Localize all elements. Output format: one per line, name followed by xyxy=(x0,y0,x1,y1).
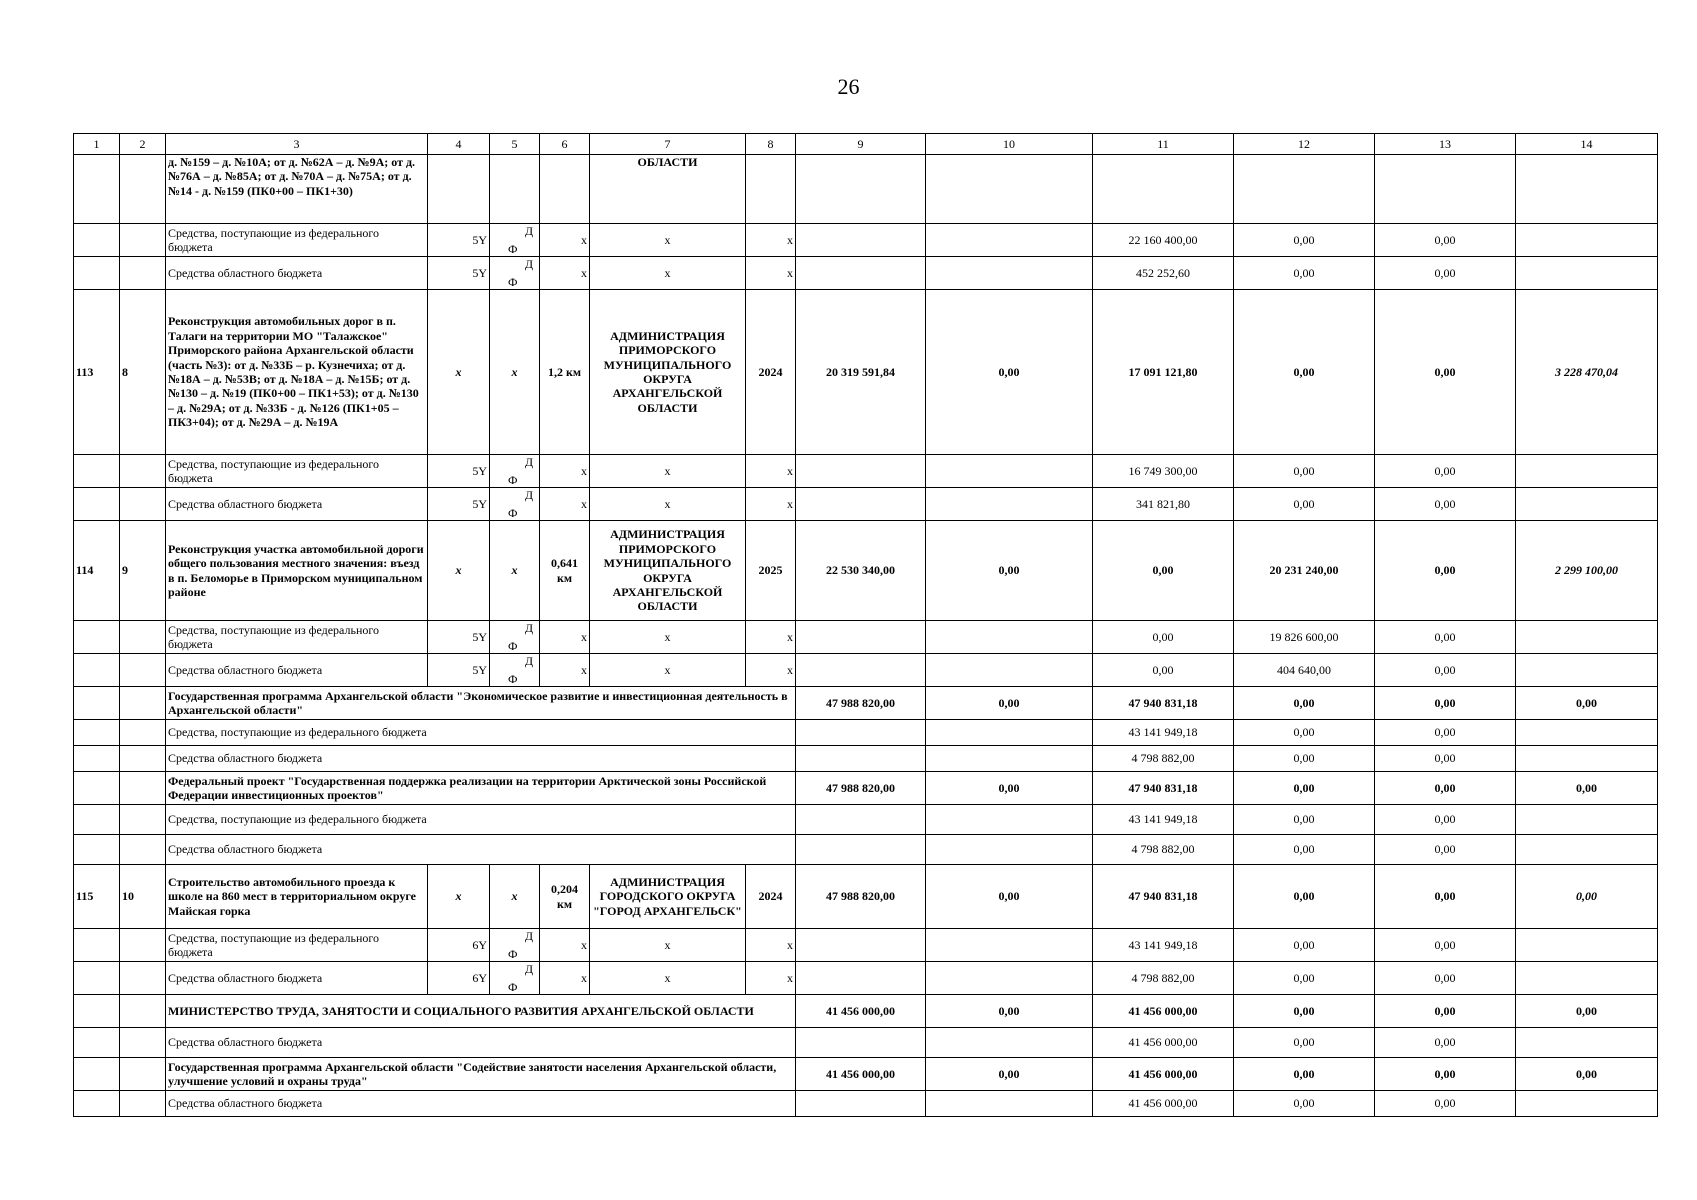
amount-cell: 4 798 882,00 xyxy=(1093,962,1234,995)
amount-cell: 0,00 xyxy=(926,865,1093,929)
code-cell: х xyxy=(428,521,490,621)
table-row xyxy=(74,224,1658,257)
code-cell: 5Y xyxy=(428,488,490,521)
cell-x: х xyxy=(540,257,590,290)
item-number: 8 xyxy=(120,290,166,455)
administrator: ОБЛАСТИ xyxy=(590,155,746,224)
amount-cell: 43 141 949,18 xyxy=(1093,720,1234,746)
amount-cell: 0,00 xyxy=(1375,772,1516,805)
column-header: 9 xyxy=(796,134,926,155)
amount-cell: 0,00 xyxy=(1375,929,1516,962)
program-title: Государственная программа Архангельской области "Содействие занятости населения Архангельской области, улучшение условий и охраны труда" xyxy=(166,1058,796,1091)
amount-cell: 0,00 xyxy=(1516,1058,1658,1091)
code-cell: х xyxy=(490,865,540,929)
amount-cell: 0,00 xyxy=(926,687,1093,720)
amount-cell: 0,00 xyxy=(1234,995,1375,1028)
object-description: Реконструкция автомобильных дорог в п. Талаги на территории МО "Талажское" Приморского района Архангельской области (часть №3): от д. №33Б – р. Кузнечиха; от д. №18А – д. №53В; от д. №18А – д. №15Б; от д. №130 – д. №19 (ПК0+00 – ПК1+53); от д. №130 – д. №29А; от д. №33Б - д. №126 (ПК1+05 – ПК3+04); от д. №29А – д. №19А xyxy=(166,290,428,455)
code-cell: х xyxy=(490,521,540,621)
amount-cell: 17 091 121,80 xyxy=(1093,290,1234,455)
project-title: Федеральный проект "Государственная поддержка реализации на территории Арктической зоны Российской Федерации инвестиционных проектов" xyxy=(166,772,796,805)
table-row xyxy=(74,746,1658,772)
cell-x: х xyxy=(590,929,746,962)
amount-cell: 0,00 xyxy=(1375,1091,1516,1117)
amount-cell: 0,00 xyxy=(926,772,1093,805)
cell-x: х xyxy=(540,455,590,488)
table-row xyxy=(74,488,1658,521)
amount-cell: 47 940 831,18 xyxy=(1093,865,1234,929)
funding-source-label: Средства, поступающие из федерального бюджета xyxy=(166,805,796,835)
column-header: 11 xyxy=(1093,134,1234,155)
amount-cell: 0,00 xyxy=(1375,488,1516,521)
amount-cell: 0,00 xyxy=(1234,746,1375,772)
column-header: 13 xyxy=(1375,134,1516,155)
amount-cell: 41 456 000,00 xyxy=(796,995,926,1028)
cell-x: х xyxy=(590,654,746,687)
amount-cell: 41 456 000,00 xyxy=(796,1058,926,1091)
amount-cell: 4 798 882,00 xyxy=(1093,835,1234,865)
code-cell: х xyxy=(490,290,540,455)
code-df-cell: Д Ф xyxy=(490,929,540,962)
row-number: 113 xyxy=(74,290,120,455)
amount-cell: 20 319 591,84 xyxy=(796,290,926,455)
funding-source-label: Средства областного бюджета xyxy=(166,962,428,995)
amount-cell: 0,00 xyxy=(1234,720,1375,746)
cell-x: х xyxy=(746,257,796,290)
funding-source-label: Средства областного бюджета xyxy=(166,835,796,865)
column-header: 7 xyxy=(590,134,746,155)
amount-cell: 20 231 240,00 xyxy=(1234,521,1375,621)
amount-cell: 47 988 820,00 xyxy=(796,687,926,720)
table-row xyxy=(74,654,1658,687)
cell-x: х xyxy=(590,488,746,521)
cell-x: х xyxy=(590,224,746,257)
capacity-cell: 0,641 км xyxy=(540,521,590,621)
code-cell: 6Y xyxy=(428,962,490,995)
program-title: Государственная программа Архангельской области "Экономическое развитие и инвестиционная деятельность в Архангельской области" xyxy=(166,687,796,720)
amount-cell: 0,00 xyxy=(1234,687,1375,720)
object-description: Реконструкция участка автомобильной дороги общего пользования местного значения: въезд в п. Беломорье в Приморском муниципальном районе xyxy=(166,521,428,621)
code-df-cell: Д Ф xyxy=(490,488,540,521)
column-header: 8 xyxy=(746,134,796,155)
table-row xyxy=(74,805,1658,835)
year-cell: 2024 xyxy=(746,290,796,455)
year-cell: 2024 xyxy=(746,865,796,929)
table-row xyxy=(74,257,1658,290)
amount-cell: 0,00 xyxy=(1375,654,1516,687)
column-header: 4 xyxy=(428,134,490,155)
administrator: АДМИНИСТРАЦИЯ ПРИМОРСКОГО МУНИЦИПАЛЬНОГО ОКРУГА АРХАНГЕЛЬСКОЙ ОБЛАСТИ xyxy=(590,290,746,455)
code-cell: 6Y xyxy=(428,929,490,962)
code-cell: 5Y xyxy=(428,257,490,290)
funding-source-label: Средства, поступающие из федерального бюджета xyxy=(166,720,796,746)
cell-x: х xyxy=(590,455,746,488)
amount-cell: 0,00 xyxy=(1234,805,1375,835)
row-number: 114 xyxy=(74,521,120,621)
column-header: 2 xyxy=(120,134,166,155)
amount-cell: 0,00 xyxy=(1234,455,1375,488)
table-row xyxy=(74,521,1658,621)
amount-cell: 47 988 820,00 xyxy=(796,865,926,929)
amount-cell: 0,00 xyxy=(1093,521,1234,621)
cell-x: х xyxy=(540,929,590,962)
cell-x: х xyxy=(540,654,590,687)
amount-cell: 0,00 xyxy=(1093,621,1234,654)
year-cell: 2025 xyxy=(746,521,796,621)
amount-cell: 3 228 470,04 xyxy=(1516,290,1658,455)
amount-cell: 4 798 882,00 xyxy=(1093,746,1234,772)
amount-cell: 0,00 xyxy=(1375,1028,1516,1058)
amount-cell: 22 530 340,00 xyxy=(796,521,926,621)
amount-cell: 0,00 xyxy=(1375,720,1516,746)
amount-cell: 0,00 xyxy=(1234,865,1375,929)
cell-x: х xyxy=(590,621,746,654)
administrator: АДМИНИСТРАЦИЯ ПРИМОРСКОГО МУНИЦИПАЛЬНОГО ОКРУГА АРХАНГЕЛЬСКОЙ ОБЛАСТИ xyxy=(590,521,746,621)
budget-table xyxy=(73,133,1658,1117)
table-row xyxy=(74,155,1658,224)
amount-cell: 0,00 xyxy=(1375,1058,1516,1091)
column-header: 6 xyxy=(540,134,590,155)
amount-cell: 2 299 100,00 xyxy=(1516,521,1658,621)
table-row xyxy=(74,1028,1658,1058)
table-row xyxy=(74,290,1658,455)
funding-source-label: Средства областного бюджета xyxy=(166,1091,796,1117)
amount-cell: 0,00 xyxy=(1234,929,1375,962)
funding-source-label: Средства, поступающие из федерального бюджета xyxy=(166,455,428,488)
funding-source-label: Средства, поступающие из федерального бюджета xyxy=(166,224,428,257)
funding-source-label: Средства областного бюджета xyxy=(166,257,428,290)
table-row xyxy=(74,455,1658,488)
cell-x: х xyxy=(590,257,746,290)
amount-cell: 0,00 xyxy=(1375,621,1516,654)
amount-cell: 0,00 xyxy=(926,521,1093,621)
table-row xyxy=(74,621,1658,654)
amount-cell: 0,00 xyxy=(926,995,1093,1028)
amount-cell: 0,00 xyxy=(1516,687,1658,720)
administrator: АДМИНИСТРАЦИЯ ГОРОДСКОГО ОКРУГА "ГОРОД АРХАНГЕЛЬСК" xyxy=(590,865,746,929)
cell-x: х xyxy=(746,488,796,521)
funding-source-label: Средства, поступающие из федерального бюджета xyxy=(166,929,428,962)
amount-cell: 0,00 xyxy=(1375,687,1516,720)
amount-cell: 0,00 xyxy=(1234,1058,1375,1091)
object-description: Строительство автомобильного проезда к школе на 860 мест в территориальном округе Майская горка xyxy=(166,865,428,929)
amount-cell: 0,00 xyxy=(1375,805,1516,835)
item-number: 10 xyxy=(120,865,166,929)
amount-cell: 41 456 000,00 xyxy=(1093,1058,1234,1091)
code-df-cell: Д Ф xyxy=(490,455,540,488)
amount-cell: 0,00 xyxy=(1516,772,1658,805)
column-header: 5 xyxy=(490,134,540,155)
code-df-cell: Д Ф xyxy=(490,962,540,995)
code-cell: 5Y xyxy=(428,455,490,488)
funding-source-label: Средства, поступающие из федерального бюджета xyxy=(166,621,428,654)
amount-cell: 16 749 300,00 xyxy=(1093,455,1234,488)
column-header: 12 xyxy=(1234,134,1375,155)
column-header: 10 xyxy=(926,134,1093,155)
amount-cell: 0,00 xyxy=(1375,224,1516,257)
amount-cell: 0,00 xyxy=(1375,257,1516,290)
cell-x: х xyxy=(746,654,796,687)
amount-cell: 0,00 xyxy=(1375,746,1516,772)
amount-cell: 0,00 xyxy=(1234,1091,1375,1117)
amount-cell: 19 826 600,00 xyxy=(1234,621,1375,654)
amount-cell: 0,00 xyxy=(1234,1028,1375,1058)
amount-cell: 0,00 xyxy=(1375,865,1516,929)
amount-cell: 0,00 xyxy=(1234,257,1375,290)
amount-cell: 0,00 xyxy=(1093,654,1234,687)
amount-cell: 341 821,80 xyxy=(1093,488,1234,521)
cell-x: х xyxy=(746,962,796,995)
table-row xyxy=(74,835,1658,865)
amount-cell: 0,00 xyxy=(1516,865,1658,929)
code-cell: 5Y xyxy=(428,224,490,257)
cell-x: х xyxy=(746,621,796,654)
amount-cell: 0,00 xyxy=(1234,772,1375,805)
code-cell: х xyxy=(428,290,490,455)
funding-source-label: Средства областного бюджета xyxy=(166,654,428,687)
row-number: 115 xyxy=(74,865,120,929)
code-cell: 5Y xyxy=(428,654,490,687)
amount-cell: 41 456 000,00 xyxy=(1093,1091,1234,1117)
page-number: 26 xyxy=(837,74,860,99)
code-df-cell: Д Ф xyxy=(490,654,540,687)
capacity-cell: 0,204 км xyxy=(540,865,590,929)
table-row xyxy=(74,929,1658,962)
cell-x: х xyxy=(540,224,590,257)
column-header: 14 xyxy=(1516,134,1658,155)
code-df-cell: Д Ф xyxy=(490,621,540,654)
column-number-row xyxy=(74,134,1658,155)
cell-x: х xyxy=(540,621,590,654)
amount-cell: 404 640,00 xyxy=(1234,654,1375,687)
amount-cell: 0,00 xyxy=(1234,224,1375,257)
amount-cell: 47 988 820,00 xyxy=(796,772,926,805)
cell-x: х xyxy=(540,962,590,995)
cell-x: х xyxy=(746,455,796,488)
cell-x: х xyxy=(540,488,590,521)
cell-x: х xyxy=(590,962,746,995)
code-cell: х xyxy=(428,865,490,929)
table-row xyxy=(74,1058,1658,1091)
amount-cell: 0,00 xyxy=(1516,995,1658,1028)
ministry-title: МИНИСТЕРСТВО ТРУДА, ЗАНЯТОСТИ И СОЦИАЛЬНОГО РАЗВИТИЯ АРХАНГЕЛЬСКОЙ ОБЛАСТИ xyxy=(166,995,796,1028)
column-header: 3 xyxy=(166,134,428,155)
amount-cell: 452 252,60 xyxy=(1093,257,1234,290)
amount-cell: 0,00 xyxy=(1375,962,1516,995)
amount-cell: 0,00 xyxy=(926,290,1093,455)
code-df-cell: Д Ф xyxy=(490,224,540,257)
amount-cell: 43 141 949,18 xyxy=(1093,805,1234,835)
amount-cell: 41 456 000,00 xyxy=(1093,1028,1234,1058)
amount-cell: 0,00 xyxy=(1234,962,1375,995)
amount-cell: 0,00 xyxy=(926,1058,1093,1091)
funding-source-label: Средства областного бюджета xyxy=(166,488,428,521)
funding-source-label: Средства областного бюджета xyxy=(166,1028,796,1058)
amount-cell: 22 160 400,00 xyxy=(1093,224,1234,257)
capacity-cell: 1,2 км xyxy=(540,290,590,455)
cell-x: х xyxy=(746,929,796,962)
amount-cell: 0,00 xyxy=(1375,455,1516,488)
amount-cell: 0,00 xyxy=(1375,521,1516,621)
amount-cell: 41 456 000,00 xyxy=(1093,995,1234,1028)
amount-cell: 0,00 xyxy=(1234,290,1375,455)
amount-cell: 43 141 949,18 xyxy=(1093,929,1234,962)
amount-cell: 47 940 831,18 xyxy=(1093,772,1234,805)
table-row xyxy=(74,1091,1658,1117)
code-cell: 5Y xyxy=(428,621,490,654)
amount-cell: 0,00 xyxy=(1375,835,1516,865)
amount-cell: 47 940 831,18 xyxy=(1093,687,1234,720)
funding-source-label: Средства областного бюджета xyxy=(166,746,796,772)
object-description: д. №159 – д. №10А; от д. №62А – д. №9А; от д. №76А – д. №85А; от д. №70А – д. №75А; от д. №14 - д. №159 (ПК0+00 – ПК1+30) xyxy=(166,155,428,224)
table-row xyxy=(74,962,1658,995)
table-row xyxy=(74,720,1658,746)
code-df-cell: Д Ф xyxy=(490,257,540,290)
column-header: 1 xyxy=(74,134,120,155)
table-row xyxy=(74,995,1658,1028)
amount-cell: 0,00 xyxy=(1234,488,1375,521)
table-row xyxy=(74,865,1658,929)
cell-x: х xyxy=(746,224,796,257)
amount-cell: 0,00 xyxy=(1375,290,1516,455)
amount-cell: 0,00 xyxy=(1234,835,1375,865)
table-row xyxy=(74,772,1658,805)
item-number: 9 xyxy=(120,521,166,621)
table-row xyxy=(74,687,1658,720)
amount-cell: 0,00 xyxy=(1375,995,1516,1028)
